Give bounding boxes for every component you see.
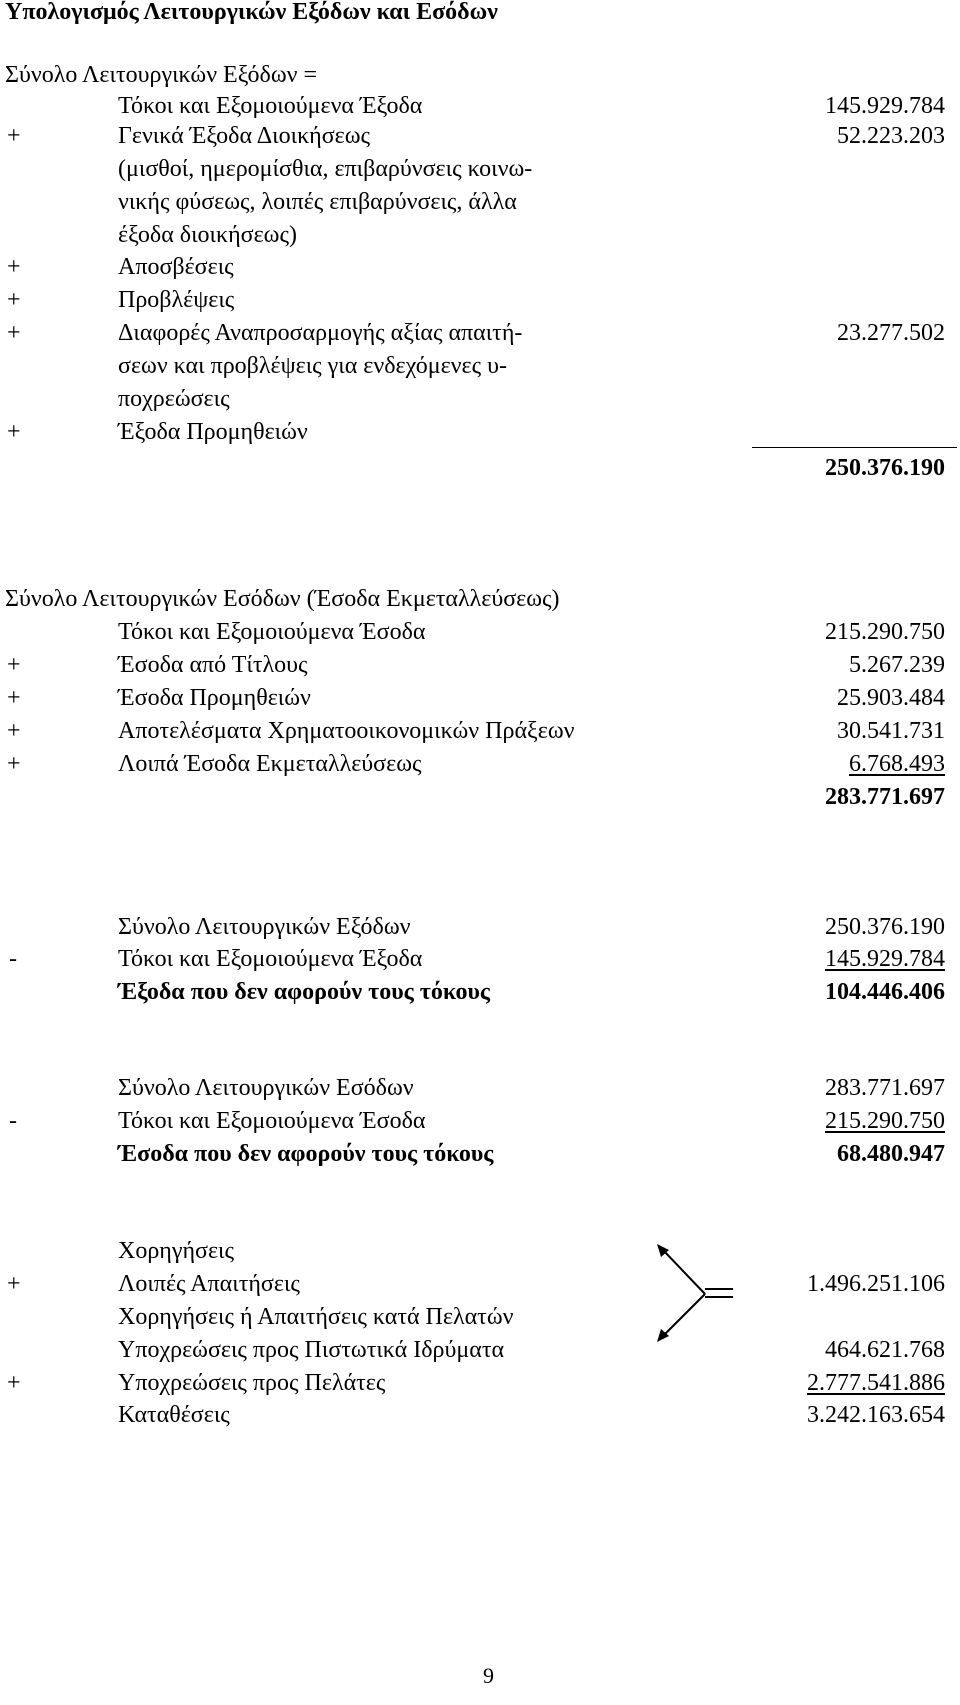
loans-row2-value: 1.496.251.106 — [807, 1271, 945, 1297]
loans-row2-label: Λοιπές Απαιτήσεις — [118, 1271, 300, 1297]
income-row-sign: + — [7, 652, 21, 678]
income-row-sign: + — [7, 718, 21, 744]
expenses-row3-label: Αποσβέσεις — [118, 254, 234, 280]
income-row-value: 215.290.750 — [825, 619, 945, 645]
plus-sign: + — [7, 123, 21, 149]
expenses-row5-value: 23.277.502 — [837, 320, 945, 346]
plus-sign: + — [7, 1271, 21, 1297]
income-row-label: Έσοδα Προμηθειών — [118, 685, 311, 711]
minus-sign: - — [9, 946, 17, 972]
income-row-value: 30.541.731 — [837, 718, 945, 744]
page-title: Υπολογισμός Λειτουργικών Εξόδων και Εσόδων — [5, 0, 498, 25]
sum-underline — [752, 447, 957, 448]
expenses-row2-note: έξοδα διοικήσεως) — [118, 222, 297, 248]
double-arrow-equals-icon — [655, 1244, 735, 1344]
expenses-row5-label: σεων και προβλέψεις για ενδεχόμενες υ- — [118, 353, 507, 379]
expenses-row6-label: Έξοδα Προμηθειών — [118, 419, 308, 445]
income-row-sign: + — [7, 751, 21, 777]
calc-expenses-result-label: Έξοδα που δεν αφορούν τους τόκους — [118, 979, 491, 1005]
loans-row6-label: Καταθέσεις — [118, 1402, 230, 1428]
loans-row4-label: Υποχρεώσεις προς Πιστωτικά Ιδρύματα — [118, 1337, 505, 1363]
plus-sign: + — [7, 287, 21, 313]
expenses-row1-label: Τόκοι και Εξομοιούμενα Έξοδα — [118, 93, 423, 119]
expenses-row2-note: (μισθοί, ημερομίσθια, επιβαρύνσεις κοινω- — [118, 156, 533, 182]
expenses-row2-value: 52.223.203 — [837, 123, 945, 149]
loans-row5-value: 2.777.541.886 — [807, 1370, 945, 1396]
income-row-value: 25.903.484 — [837, 685, 945, 711]
income-total: 283.771.697 — [825, 784, 945, 810]
expenses-row4-label: Προβλέψεις — [118, 287, 235, 313]
plus-sign: + — [7, 320, 21, 346]
expenses-heading: Σύνολο Λειτουργικών Εξόδων = — [5, 62, 318, 88]
calc-expenses-row1-label: Σύνολο Λειτουργικών Εξόδων — [118, 914, 411, 940]
expenses-row1-value: 145.929.784 — [825, 93, 945, 119]
loans-row6-value: 3.242.163.654 — [807, 1402, 945, 1428]
plus-sign: + — [7, 419, 21, 445]
plus-sign: + — [7, 254, 21, 280]
loans-row1-label: Χορηγήσεις — [118, 1238, 234, 1264]
expenses-row2-label: Γενικά Έξοδα Διοικήσεως — [118, 123, 371, 149]
income-row-value: 6.768.493 — [849, 751, 945, 777]
page-number: 9 — [483, 1663, 494, 1688]
plus-sign: + — [7, 1370, 21, 1396]
loans-row4-value: 464.621.768 — [825, 1337, 945, 1363]
calc-income-result-label: Έσοδα που δεν αφορούν τους τόκους — [118, 1141, 494, 1167]
loans-row5-label: Υποχρεώσεις προς Πελάτες — [118, 1370, 386, 1396]
calc-expenses-row1-value: 250.376.190 — [825, 914, 945, 940]
income-heading: Σύνολο Λειτουργικών Εσόδων (Έσοδα Εκμεταλλεύσεως) — [5, 586, 560, 612]
calc-income-row2-value: 215.290.750 — [825, 1108, 945, 1134]
income-row-label: Λοιπά Έσοδα Εκμεταλλεύσεως — [118, 751, 422, 777]
income-row-label: Τόκοι και Εξομοιούμενα Έσοδα — [118, 619, 426, 645]
calc-expenses-result-value: 104.446.406 — [825, 979, 945, 1005]
income-row-label: Έσοδα από Τίτλους — [118, 652, 308, 678]
expenses-row2-note: νικής φύσεως, λοιπές επιβαρύνσεις, άλλα — [118, 189, 517, 215]
minus-sign: - — [9, 1108, 17, 1134]
calc-income-result-value: 68.480.947 — [837, 1141, 945, 1167]
calc-income-row1-value: 283.771.697 — [825, 1075, 945, 1101]
expenses-row5-label: ποχρεώσεις — [118, 386, 230, 412]
loans-row3-label: Χορηγήσεις ή Απαιτήσεις κατά Πελατών — [118, 1304, 514, 1330]
income-row-label: Αποτελέσματα Χρηματοοικονομικών Πράξεων — [118, 718, 575, 744]
expenses-total: 250.376.190 — [825, 455, 945, 481]
calc-income-row1-label: Σύνολο Λειτουργικών Εσόδων — [118, 1075, 414, 1101]
calc-expenses-row2-value: 145.929.784 — [825, 946, 945, 972]
income-row-sign: + — [7, 685, 21, 711]
income-row-value: 5.267.239 — [849, 652, 945, 678]
calc-expenses-row2-label: Τόκοι και Εξομοιούμενα Έξοδα — [118, 946, 423, 972]
expenses-row5-label: Διαφορές Αναπροσαρμογής αξίας απαιτή- — [118, 320, 523, 346]
calc-income-row2-label: Τόκοι και Εξομοιούμενα Έσοδα — [118, 1108, 426, 1134]
